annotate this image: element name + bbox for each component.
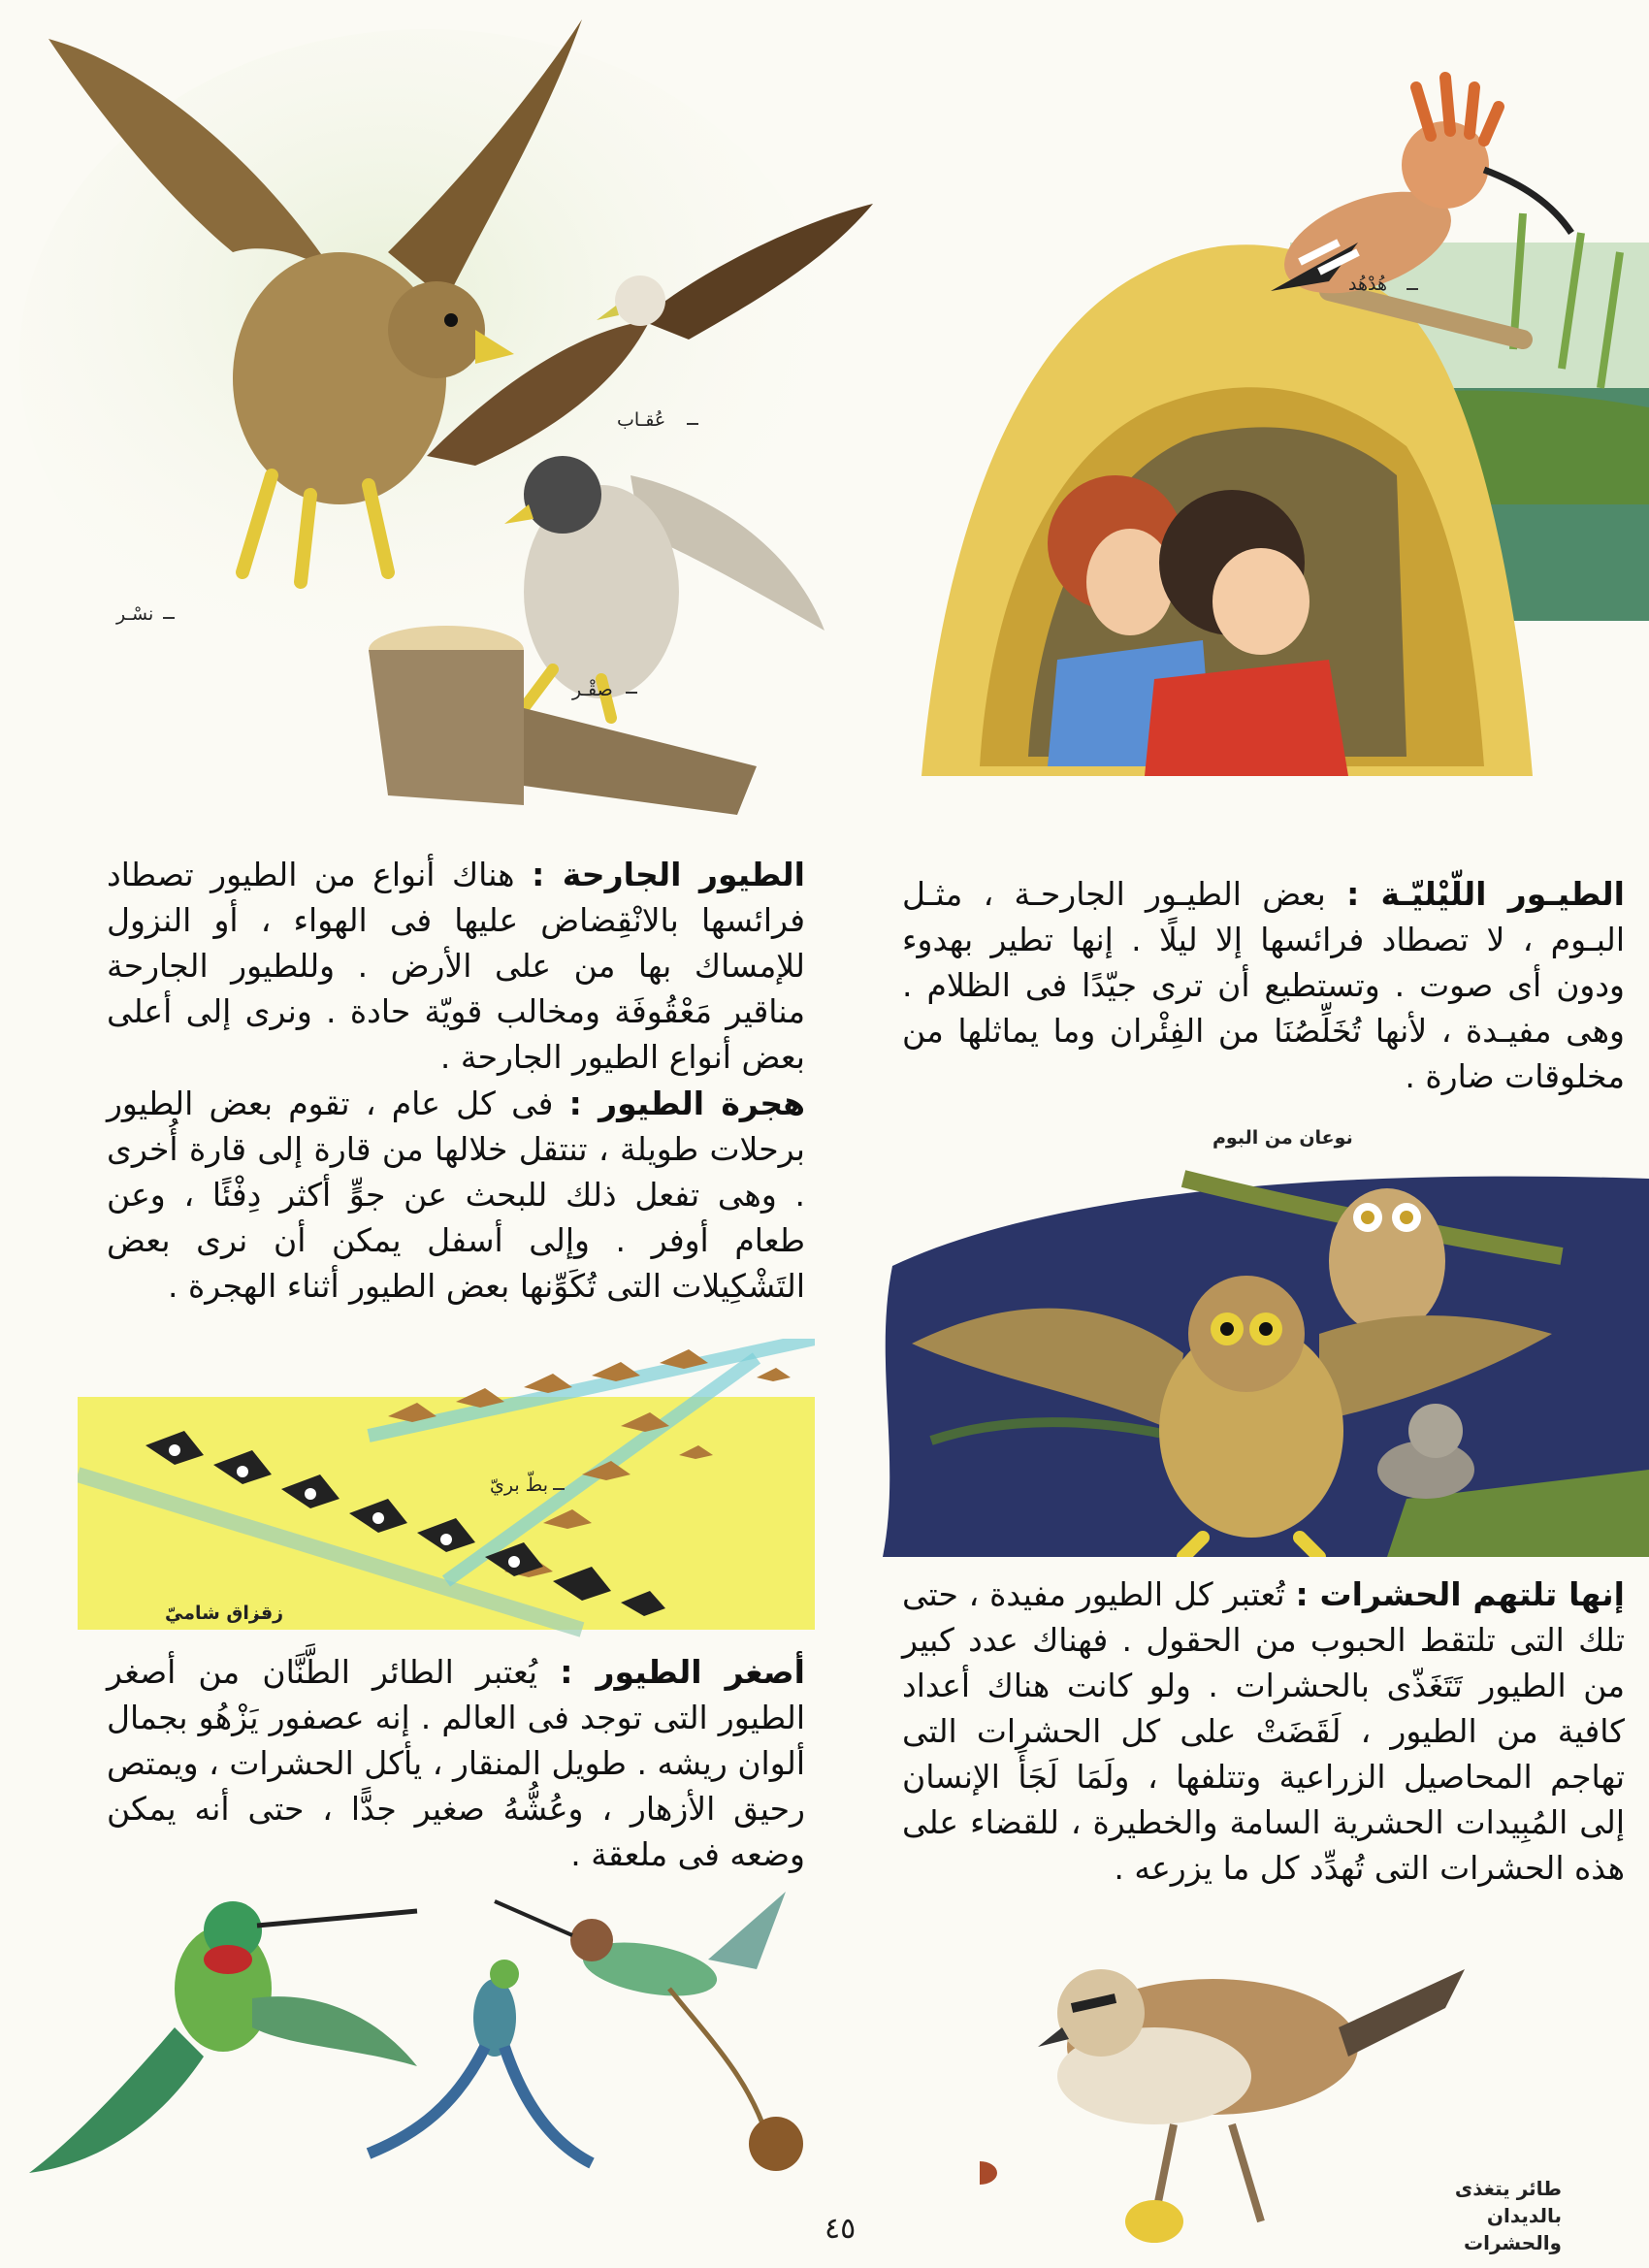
insects-heading: إنها تلتهم الحشرات : xyxy=(1295,1575,1625,1613)
owls-illustration xyxy=(863,1150,1649,1557)
insect-eaters-section xyxy=(902,1571,1625,1896)
owls-label: نوعان من البوم xyxy=(1212,1127,1353,1149)
hummingbirds-illustration xyxy=(29,1882,883,2192)
raptors-body: هناك أنواع من الطيور تصطاد فرائسها بالانْقِضاض عليها فى الهواء ، أو النزول للإمساك بها من على الأرض . وللطيور الجارحة مناقير مَعْقُوفَة ومخالب قويّة حادة . ونرى إلى أعلى بعض أنواع الطيور الجارحة . xyxy=(107,856,805,1076)
nocturnal-heading: الطيـور اللّيْليّـة : xyxy=(1346,875,1625,913)
hummingbird-1 xyxy=(29,1901,417,2173)
nocturnal-body: بعض الطيـور الجارحـة ، مثـل البـوم ، لا تصطاد فرائسها إلا ليلًا . إنها تطير بهدوء ودون أى صوت . وتستطيع أن ترى جيّدًا فى الظلام . وهى مفيـدة ، لأنها تُخَلِّصُنَا من الفِئْران وما يماثلها من مخلوقات ضارة . xyxy=(902,875,1625,1095)
hoopoe-label-dash xyxy=(1406,288,1418,290)
hoopoe-label: هُدْهُد xyxy=(1348,274,1387,295)
insects-body: تُعتبر كل الطيور مفيدة ، حتى تلك التى تلتقط الحبوب من الحقول . فهناك عدد كبير من الطيور تَتَغَذّى بالحشرات . ولو كانت هناك أعداد كافية من الطيور ، لَقَضَتْ على كل الحشرات التى تهاجم المحاصيل الزراعية وتتلفها ، ولَمَا لَجَأَ الإنسان إلى المُبِيدات الحشرية السامة والخطيرة ، للقضاء على هذه الحشرات التى تُهدِّد كل ما يزرعه . xyxy=(902,1575,1625,1887)
smallest-body: يُعتبر الطائر الطَّنَّان من أصغر الطيور التى توجد فى العالم . إنه عصفور يَزْهُو بجمال ألوان ريشه . طويل المنقار ، يأكل الحشرات ، ويمتص رحيق الأزهار ، وعُشُّهُ صغير جدًّا ، حتى أنه يمكن وضعه فى ملعقة . xyxy=(107,1653,805,1873)
wild-duck-label-dash xyxy=(553,1488,565,1490)
raptors-illustration xyxy=(19,10,883,834)
migration-heading: هجرة الطيور : xyxy=(568,1085,805,1122)
vulture-label-dash xyxy=(687,423,698,425)
insect-eating-bird-illustration xyxy=(980,1930,1484,2260)
lapwing-label: زقزاق شاميّ xyxy=(165,1603,284,1624)
insect-bird-label: طائر يتغذى بالديدان والحشرات xyxy=(1454,2177,1562,2254)
migration-body: فى كل عام ، تقوم بعض الطيور برحلات طويلة ، تنتقل خلالها من قارة إلى قارة أُخرى . وهى تفعل ذلك للبحث عن جوٍّ أكثر دِفْئًا ، وعن طعام أوفر . وإلى أسفل يمكن أن نرى بعض التَشْكِيلات التى تُكَوِّنها بعض الطيور أثناء الهجرة . xyxy=(107,1085,805,1305)
falcon-label-dash xyxy=(626,692,637,694)
bird-hide-illustration xyxy=(902,19,1649,844)
smallest-heading: أصغر الطيور : xyxy=(560,1653,805,1691)
raptors-section xyxy=(107,852,805,1085)
eagle-label-dash xyxy=(163,617,175,619)
smallest-birds-section xyxy=(107,1649,805,1883)
small-owl-illustration xyxy=(1329,1188,1445,1334)
migration-section xyxy=(107,1081,805,1314)
migration-formations-illustration xyxy=(78,1339,815,1639)
raptors-heading: الطيور الجارحة : xyxy=(532,856,805,893)
wild-duck-label: بطّ بريّ xyxy=(490,1474,549,1496)
eagle-label: نسْـر xyxy=(116,603,154,625)
falcon-label: صقْـر xyxy=(572,679,613,700)
page-number: ٤٥ xyxy=(824,2212,857,2246)
nocturnal-birds-section xyxy=(902,871,1625,1105)
vulture-label: عُقـاب xyxy=(617,409,666,431)
